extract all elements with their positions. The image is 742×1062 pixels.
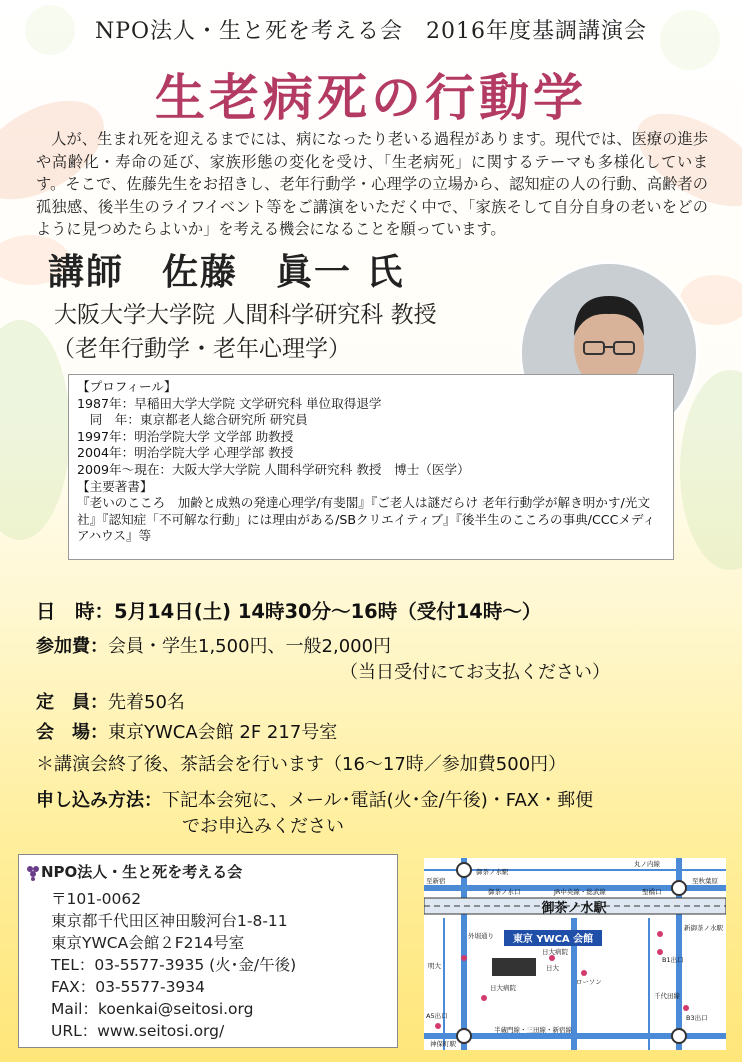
fee-row bbox=[36, 632, 391, 658]
svg-text:丸ノ内線: 丸ノ内線 bbox=[634, 860, 660, 868]
contact-fax: FAX：03-5577-3934 bbox=[51, 978, 206, 996]
map-venue-label: 東京 YWCA 会館 bbox=[512, 934, 594, 945]
svg-text:御茶ノ水口: 御茶ノ水口 bbox=[488, 888, 521, 896]
date-value: 5月14日(土) 14時30分～16時（受付14時～） bbox=[114, 600, 542, 623]
venue-row bbox=[36, 718, 337, 744]
contact-tel: TEL：03-5577-3935 (火･金/午後) bbox=[51, 956, 297, 974]
contact-box bbox=[18, 854, 398, 1048]
profile-history-item: 2009年～現在：大阪大学大学院 人間科学研究科 教授 博士（医学） bbox=[77, 461, 470, 477]
apply-row bbox=[36, 786, 593, 812]
date-row bbox=[36, 596, 541, 624]
svg-text:JR中央線・総武線: JR中央線・総武線 bbox=[554, 888, 606, 896]
svg-text:千代田線: 千代田線 bbox=[654, 992, 680, 1000]
fee-label: 参加費： bbox=[36, 636, 108, 657]
profile-history-item: 1997年：明治学院大学 文学部 助教授 bbox=[77, 428, 294, 444]
svg-text:日大病院: 日大病院 bbox=[490, 984, 516, 992]
books-heading: 【主要著書】 bbox=[77, 478, 153, 494]
svg-text:ローソン: ローソン bbox=[576, 978, 602, 986]
contact-address2: 東京YWCA会館２F214号室 bbox=[51, 934, 245, 952]
svg-text:外堀通り: 外堀通り bbox=[468, 932, 494, 940]
speaker-specialty: （老年行動学・老年心理学） bbox=[52, 336, 351, 362]
capacity-label: 定 員： bbox=[36, 692, 108, 713]
capacity-row bbox=[36, 688, 185, 714]
access-map bbox=[424, 858, 726, 1050]
profile-history-item: 1987年：早稲田大学大学院 文学研究科 単位取得退学 bbox=[77, 395, 382, 411]
svg-text:B1出口: B1出口 bbox=[662, 956, 684, 964]
venue-value: 東京YWCA会館 2F 217号室 bbox=[108, 722, 338, 743]
profile-heading: 【プロフィール】 bbox=[77, 379, 177, 394]
profile-box bbox=[68, 374, 674, 560]
svg-text:日大病院: 日大病院 bbox=[542, 948, 568, 956]
tea-note: ＊講演会終了後、茶話会を行います（16～17時／参加費500円） bbox=[36, 754, 567, 775]
svg-text:御茶ノ水駅: 御茶ノ水駅 bbox=[476, 868, 509, 876]
speaker-heading: 講師 佐藤 眞一 氏 bbox=[48, 251, 405, 293]
profile-history-item: 2004年：明治学院大学 心理学部 教授 bbox=[77, 445, 294, 461]
svg-text:半蔵門線・三田線・新宿線: 半蔵門線・三田線・新宿線 bbox=[494, 1026, 572, 1034]
fee-note: （当日受付にてお支払ください） bbox=[340, 662, 610, 683]
grapes-icon bbox=[25, 863, 41, 881]
capacity-value: 先着50名 bbox=[108, 692, 185, 713]
books-list: 『老いのこころ 加齢と成熟の発達心理学/有斐閣』『ご老人は謎だらけ 老年行動学が解き明かす/光文社』『認知症「不可解な行動」には理由がある/SBクリエイティブ』『後半生のこころの事典/CCCメディアハウス』等 bbox=[77, 495, 656, 544]
map-station-main: 御茶ノ水駅 bbox=[541, 901, 607, 916]
contact-mail[interactable]: Mail：koenkai@seitosi.org bbox=[51, 1000, 254, 1018]
svg-text:神保町駅: 神保町駅 bbox=[430, 1040, 456, 1048]
contact-org: NPO法人・生と死を考える会 bbox=[41, 863, 243, 881]
contact-address1: 東京都千代田区神田駿河台1-8-11 bbox=[51, 912, 288, 930]
main-title: 生老病死の行動学 bbox=[155, 68, 587, 127]
svg-text:聖橋口: 聖橋口 bbox=[642, 888, 662, 896]
svg-text:A5出口: A5出口 bbox=[426, 1012, 448, 1020]
apply-value: 下記本会宛に、メール･電話(火･金/午後)・FAX・郵便 bbox=[162, 790, 594, 811]
profile-history-item: 同 年：東京都老人総合研究所 研究員 bbox=[77, 412, 308, 428]
speaker-affiliation: 大阪大学大学院 人間科学研究科 教授 bbox=[54, 302, 437, 328]
date-label: 日 時： bbox=[36, 600, 115, 623]
contact-url[interactable]: URL：www.seitosi.org/ bbox=[51, 1022, 225, 1040]
svg-text:明大: 明大 bbox=[428, 962, 441, 970]
venue-label: 会 場： bbox=[36, 722, 108, 743]
svg-text:日大: 日大 bbox=[546, 964, 559, 972]
svg-text:新御茶ノ水駅: 新御茶ノ水駅 bbox=[684, 924, 723, 932]
intro-paragraph: 人が、生まれ死を迎えるまでには、病になったり老いる過程があります。現代では、医療の進歩や高齢化・寿命の延び、家族形態の変化を受け、「生老病死」に関するテーマも多様化しています。そこで、佐藤先生をお招きし、老年行動学・心理学の立場から、認知症の人の行動、高齢者の孤独感、後半生のライフイベント等をご講演をいただく中で、「家族そして自分自身の老いをどのように見つめたらよいか」を考える機会になることを願っています。 bbox=[36, 130, 708, 238]
apply-label: 申し込み方法： bbox=[36, 790, 162, 811]
svg-text:至秋葉原: 至秋葉原 bbox=[692, 877, 718, 885]
fee-value: 会員・学生1,500円、一般2,000円 bbox=[108, 636, 392, 657]
svg-text:B3出口: B3出口 bbox=[686, 1014, 708, 1022]
contact-postal: 〒101-0062 bbox=[51, 890, 142, 908]
svg-text:至新宿: 至新宿 bbox=[426, 877, 446, 885]
event-header: NPO法人・生と死を考える会 2016年度基調講演会 bbox=[94, 19, 648, 44]
apply-value-2: でお申込みください bbox=[182, 816, 344, 837]
